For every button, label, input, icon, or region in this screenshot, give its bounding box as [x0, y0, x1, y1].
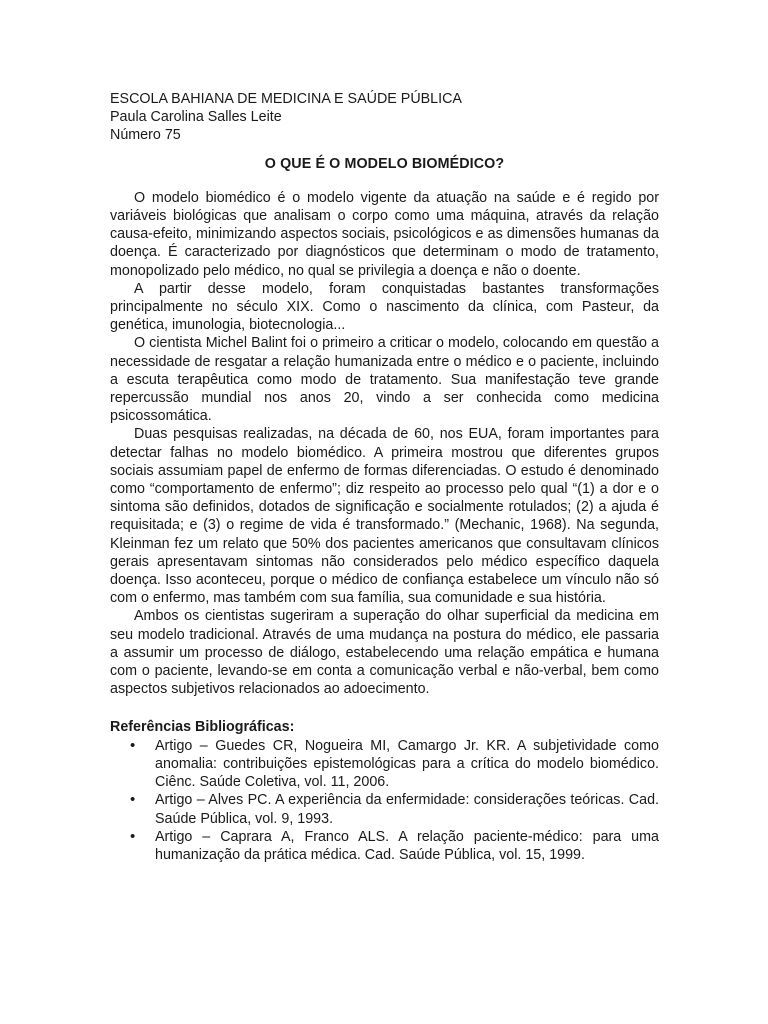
- reference-item: [110, 828, 659, 864]
- bullet-icon: •: [130, 827, 136, 845]
- paragraph-4: Duas pesquisas realizadas, na década de 60, nos EUA, foram importantes para detectar falhas no modelo biomédico. A primeira mostrou que diferentes grupos sociais assumiam papel de enfermo de formas diferenciadas. O estudo é denominado como “comportamento de enfermo”; diz respeito ao processo pelo qual “(1) a dor e o sintoma são definidos, dotados de significação e socialmente rotulados; (2) a ajuda é requisitada; e (3) o regime de vida é transformado.” (Mechanic, 1968). Na segunda, Kleinman fez um relato que 50% dos pacientes americanos que consultavam clínicos gerais apresentavam sintomas não considerados pelo médico específico daquela doença. Isso aconteceu, porque o médico de confiança estabelece um vínculo não só com o enfermo, mas também com sua família, sua comunidade e sua história.: [110, 426, 659, 607]
- document-title: O QUE É O MODELO BIOMÉDICO?: [264, 155, 505, 172]
- bullet-icon: •: [130, 791, 136, 809]
- reference-text: Artigo – Guedes CR, Nogueira MI, Camargo Jr. KR. A subjetividade como anomalia: contribuições epistemológicas para a crítica do modelo biomédico. Ciênc. Saúde Coletiva, vol. 11, 2006.: [155, 737, 659, 791]
- references-list: [110, 737, 659, 864]
- author-name: Paula Carolina Salles Leite: [110, 109, 282, 126]
- school-name: ESCOLA BAHIANA DE MEDICINA E SAÚDE PÚBLICA: [110, 91, 462, 107]
- reference-text: Artigo – Caprara A, Franco ALS. A relação paciente-médico: para uma humanização da prática médica. Cad. Saúde Pública, vol. 15, 1999.: [155, 828, 659, 863]
- references-title: Referências Bibliográficas:: [110, 718, 295, 735]
- document-body: [110, 189, 659, 699]
- bullet-icon: •: [130, 736, 136, 754]
- paragraph-1: O modelo biomédico é o modelo vigente da atuação na saúde e é regido por variáveis biológicas que analisam o corpo como uma máquina, através da relação causa-efeito, minimizando aspectos sociais, psicológicos e as dimensões humanas da doença. É caracterizado por diagnósticos que determinam o modo de tratamento, monopolizado pelo médico, no qual se privilegia a doença e não o doente.: [110, 189, 659, 279]
- reference-text: Artigo – Alves PC. A experiência da enfermidade: considerações teóricas. Cad. Saúde Pública, vol. 9, 1993.: [155, 792, 659, 827]
- paragraph-3: O cientista Michel Balint foi o primeiro a criticar o modelo, colocando em questão a necessidade de resgatar a relação humanizada entre o médico e o paciente, incluindo a escuta terapêutica como modo de tratamento. Sua manifestação teve grande repercussão mundial nos anos 20, vindo a ser conhecida como medicina psicossomática.: [110, 335, 659, 425]
- reference-item: [110, 737, 659, 792]
- paragraph-2: A partir desse modelo, foram conquistadas bastantes transformações principalmente no século XIX. Como o nascimento da clínica, com Pasteur, da genética, imunologia, biotecnologia...: [110, 280, 659, 334]
- document-header: [110, 90, 659, 145]
- document-number: Número 75: [110, 127, 181, 144]
- paragraph-5: Ambos os cientistas sugeriram a superação do olhar superficial da medicina em seu modelo tradicional. Através de uma mudança na postura do médico, ele passaria a assumir um processo de diálogo, estabelecendo uma relação empática e humana com o paciente, levando-se em conta a comunicação verbal e não-verbal, bem como aspectos subjetivos relacionados ao adoecimento.: [110, 608, 659, 698]
- reference-item: [110, 791, 659, 827]
- document-page: [110, 90, 659, 864]
